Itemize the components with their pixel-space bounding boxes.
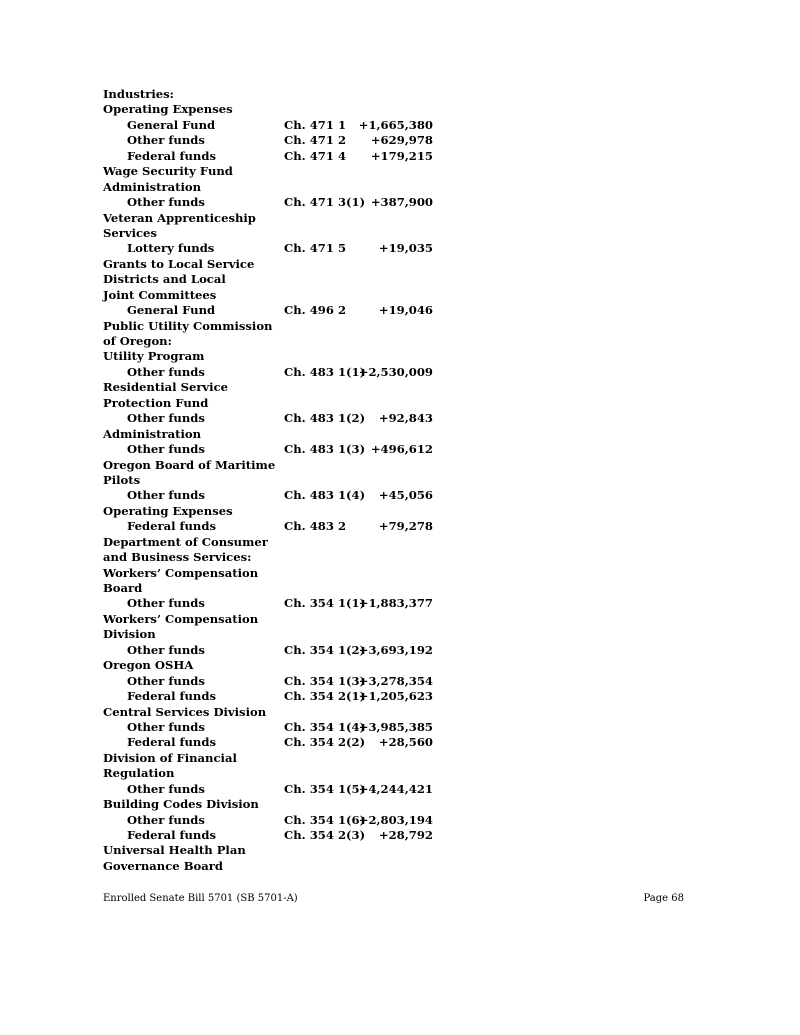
chapter-reference: Ch. 483 1(1) — [284, 364, 366, 379]
heading-label: Residential Service — [103, 380, 229, 395]
heading-row — [103, 535, 443, 550]
heading-row — [103, 211, 443, 226]
fund-label: Other funds — [127, 812, 205, 827]
heading-label: Industries: — [103, 87, 174, 101]
heading-label: Wage Security Fund — [103, 164, 233, 179]
chapter-reference: Ch. 471 3(1) — [284, 195, 366, 210]
fund-line-row — [103, 689, 443, 704]
fund-line-row — [103, 149, 443, 164]
fund-line-row — [103, 133, 443, 148]
heading-label: Division — [103, 627, 156, 642]
fund-label: Other funds — [127, 596, 205, 611]
fund-line-row — [103, 720, 443, 735]
heading-label: Joint Committees — [103, 287, 217, 302]
amount-value: +3,985,385 — [358, 719, 433, 734]
heading-label: Universal Health Plan — [103, 843, 246, 858]
fund-label: Other funds — [127, 195, 205, 210]
heading-label: Oregon OSHA — [103, 658, 194, 673]
heading-label: Pilots — [103, 472, 141, 487]
heading-label: Department of Consumer — [103, 534, 268, 549]
fund-label: General Fund — [127, 117, 216, 132]
chapter-reference: Ch. 483 2 — [284, 519, 347, 534]
heading-row — [103, 288, 443, 303]
amount-value: +2,530,009 — [358, 364, 433, 379]
heading-label: Building Codes Division — [103, 797, 259, 812]
fund-label: Federal funds — [127, 148, 216, 163]
fund-line-row — [103, 674, 443, 689]
chapter-reference: Ch. 354 1(5) — [284, 781, 366, 796]
fund-line-row — [103, 488, 443, 503]
amount-value: +2,803,194 — [358, 812, 433, 827]
fund-line-row — [103, 735, 443, 750]
footer-page-number: Page 68 — [643, 893, 684, 904]
heading-label: Workers’ Compensation — [103, 611, 259, 626]
amount-value: +1,205,623 — [358, 689, 433, 704]
heading-row — [103, 272, 443, 287]
heading-label: of Oregon: — [103, 334, 172, 348]
amount-value: +92,843 — [378, 411, 433, 426]
fund-line-row — [103, 303, 443, 318]
heading-label: Regulation — [103, 766, 175, 781]
heading-row — [103, 319, 443, 334]
heading-label: Services — [103, 225, 157, 240]
fund-line-row — [103, 411, 443, 426]
fund-label: Federal funds — [127, 519, 216, 534]
fund-label: Other funds — [127, 719, 205, 734]
heading-row — [103, 257, 443, 272]
fund-label: Other funds — [127, 133, 205, 148]
heading-label: Districts and Local — [103, 272, 226, 287]
chapter-reference: Ch. 354 2(2) — [284, 735, 366, 750]
heading-label: Administration — [103, 426, 202, 441]
amount-value: +79,278 — [378, 519, 433, 534]
fund-label: Other funds — [127, 442, 205, 457]
chapter-reference: Ch. 354 1(6) — [284, 812, 366, 827]
heading-row — [103, 658, 443, 673]
amount-value: +19,035 — [378, 241, 433, 256]
amount-value: +3,693,192 — [358, 642, 433, 657]
fund-label: Federal funds — [127, 735, 216, 750]
chapter-reference: Ch. 354 2(1) — [284, 689, 366, 704]
heading-row — [103, 751, 443, 766]
fund-label: Other funds — [127, 411, 205, 426]
heading-row — [103, 180, 443, 195]
amount-value: +629,978 — [370, 133, 433, 148]
amount-value: +496,612 — [370, 442, 433, 457]
heading-label: Administration — [103, 179, 202, 194]
fund-label: Lottery funds — [127, 241, 215, 256]
amount-value: +3,278,354 — [358, 673, 433, 688]
amount-value: +387,900 — [370, 195, 433, 210]
heading-label: Operating Expenses — [103, 503, 233, 518]
chapter-reference: Ch. 354 1(2) — [284, 642, 366, 657]
heading-row — [103, 843, 443, 858]
amount-value: +45,056 — [378, 488, 433, 503]
heading-row — [103, 380, 443, 395]
chapter-reference: Ch. 354 1(4) — [284, 719, 366, 734]
heading-row — [103, 766, 443, 781]
footer-bill-title: Enrolled Senate Bill 5701 (SB 5701-A) — [103, 893, 298, 904]
fund-label: Other funds — [127, 673, 205, 688]
heading-label: Central Services Division — [103, 704, 267, 719]
heading-row — [103, 427, 443, 442]
heading-row — [103, 504, 443, 519]
fund-line-row — [103, 596, 443, 611]
fund-line-row — [103, 195, 443, 210]
heading-row — [103, 164, 443, 179]
fund-label: Other funds — [127, 488, 205, 503]
fund-line-row — [103, 828, 443, 843]
chapter-reference: Ch. 471 1 — [284, 117, 347, 132]
fund-line-row — [103, 241, 443, 256]
heading-label: Veteran Apprenticeship — [103, 210, 256, 225]
chapter-reference: Ch. 354 1(3) — [284, 673, 366, 688]
fund-line-row — [103, 118, 443, 133]
heading-label: Operating Expenses — [103, 102, 233, 117]
heading-label: Protection Fund — [103, 395, 209, 410]
chapter-reference: Ch. 483 1(2) — [284, 411, 366, 426]
heading-row — [103, 473, 443, 488]
heading-label: Workers’ Compensation — [103, 565, 259, 580]
fund-line-row — [103, 813, 443, 828]
fund-label: Other funds — [127, 364, 205, 379]
amount-value: +19,046 — [378, 303, 433, 318]
heading-row — [103, 87, 443, 102]
appropriations-table — [103, 87, 443, 874]
fund-label: General Fund — [127, 303, 216, 318]
heading-row — [103, 566, 443, 581]
chapter-reference: Ch. 496 2 — [284, 303, 347, 318]
heading-label: Division of Financial — [103, 750, 237, 765]
heading-row — [103, 550, 443, 565]
fund-label: Federal funds — [127, 828, 216, 842]
amount-value: +1,883,377 — [358, 596, 433, 611]
heading-label: Board — [103, 581, 143, 595]
chapter-reference: Ch. 471 2 — [284, 133, 347, 148]
fund-line-row — [103, 442, 443, 457]
heading-label: Public Utility Commission — [103, 318, 273, 333]
heading-row — [103, 581, 443, 596]
heading-row — [103, 705, 443, 720]
heading-row — [103, 458, 443, 473]
heading-label: Grants to Local Service — [103, 256, 255, 271]
chapter-reference: Ch. 354 1(1) — [284, 596, 366, 611]
heading-row — [103, 612, 443, 627]
heading-label: Oregon Board of Maritime — [103, 457, 276, 472]
heading-row — [103, 797, 443, 812]
chapter-reference: Ch. 483 1(4) — [284, 488, 366, 503]
heading-label: Governance Board — [103, 858, 223, 873]
heading-row — [103, 396, 443, 411]
fund-line-row — [103, 643, 443, 658]
fund-label: Other funds — [127, 642, 205, 657]
fund-line-row — [103, 365, 443, 380]
chapter-reference: Ch. 471 4 — [284, 148, 347, 163]
amount-value: +1,665,380 — [358, 117, 433, 132]
fund-label: Federal funds — [127, 689, 216, 704]
chapter-reference: Ch. 471 5 — [284, 241, 347, 256]
fund-line-row — [103, 519, 443, 534]
amount-value: +28,792 — [378, 828, 433, 842]
heading-row — [103, 226, 443, 241]
heading-row — [103, 334, 443, 349]
amount-value: +179,215 — [370, 148, 433, 163]
heading-row — [103, 349, 443, 364]
heading-label: Utility Program — [103, 349, 205, 364]
fund-line-row — [103, 782, 443, 797]
heading-row — [103, 627, 443, 642]
chapter-reference: Ch. 483 1(3) — [284, 442, 366, 457]
amount-value: +4,244,421 — [358, 781, 433, 796]
heading-row — [103, 102, 443, 117]
fund-label: Other funds — [127, 781, 205, 796]
chapter-reference: Ch. 354 2(3) — [284, 828, 366, 842]
heading-label: and Business Services: — [103, 550, 252, 565]
heading-row — [103, 859, 443, 874]
amount-value: +28,560 — [378, 735, 433, 750]
